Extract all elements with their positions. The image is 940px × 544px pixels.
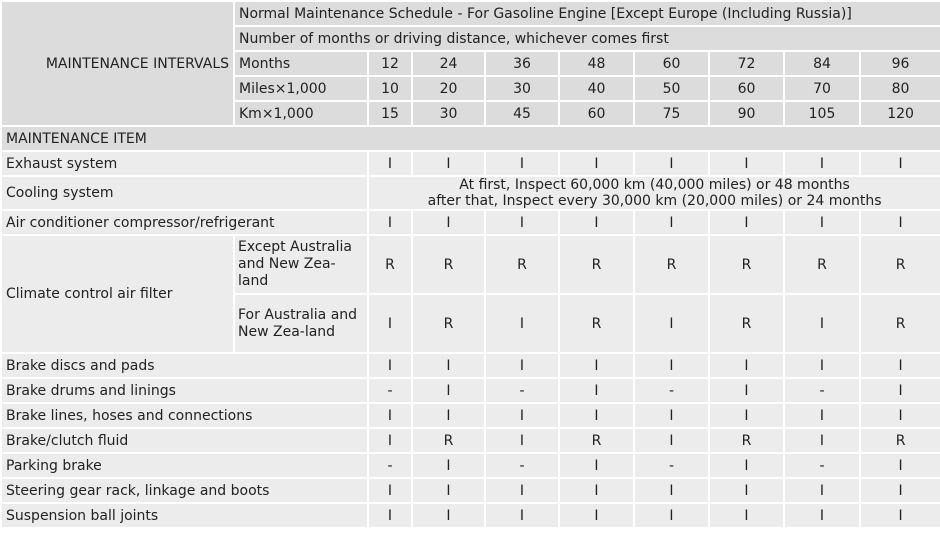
item-cell: I (784, 151, 860, 176)
item-label: Cooling system (1, 176, 368, 210)
item-cell: R (412, 235, 485, 294)
item-label: Brake lines, hoses and connections (1, 403, 368, 428)
item-cell: - (634, 453, 709, 478)
item-cell: R (860, 428, 940, 453)
table-row (1, 176, 940, 210)
item-cell: I (559, 210, 634, 235)
item-cell: - (485, 378, 559, 403)
maintenance-item-heading: MAINTENANCE ITEM (1, 126, 940, 151)
item-cell: R (709, 235, 784, 294)
interval-value: 40 (559, 76, 634, 101)
interval-value: 60 (559, 101, 634, 126)
item-label: Steering gear rack, linkage and boots (1, 478, 368, 503)
item-cell: I (784, 294, 860, 353)
item-cell: I (412, 353, 485, 378)
months-label: Months (234, 51, 368, 76)
item-cell: I (559, 478, 634, 503)
item-cell: I (634, 151, 709, 176)
table-row (1, 151, 940, 176)
item-cell: R (784, 235, 860, 294)
interval-value: 48 (559, 51, 634, 76)
item-cell: I (860, 378, 940, 403)
interval-value: 15 (368, 101, 412, 126)
interval-value: 50 (634, 76, 709, 101)
interval-value: 90 (709, 101, 784, 126)
item-cell: I (559, 378, 634, 403)
table-row (1, 378, 940, 403)
table-row (1, 478, 940, 503)
item-cell: I (784, 403, 860, 428)
item-cell: R (709, 294, 784, 353)
item-cell: I (368, 403, 412, 428)
item-cell: I (485, 151, 559, 176)
item-label: Brake drums and linings (1, 378, 368, 403)
cooling-note-line-1: At first, Inspect 60,000 km (40,000 miles) or 48 months (459, 177, 850, 193)
interval-value: 84 (784, 51, 860, 76)
item-cell: I (860, 478, 940, 503)
item-label: Brake discs and pads (1, 353, 368, 378)
item-cell: - (784, 378, 860, 403)
table-row (1, 428, 940, 453)
table-row (1, 503, 940, 528)
interval-value: 36 (485, 51, 559, 76)
interval-value: 45 (485, 101, 559, 126)
item-cell: I (412, 403, 485, 428)
item-label: Air conditioner compressor/refrigerant (1, 210, 368, 235)
interval-value: 30 (412, 101, 485, 126)
interval-value: 30 (485, 76, 559, 101)
sub-item-label: Except Australia and New Zea-land (234, 235, 368, 294)
title-row (1, 1, 940, 26)
item-cell: I (709, 378, 784, 403)
item-cell: I (412, 503, 485, 528)
maintenance-intervals-label: MAINTENANCE INTERVALS (1, 1, 234, 126)
item-cell: R (412, 428, 485, 453)
miles-label: Miles×1,000 (234, 76, 368, 101)
table-row (1, 235, 940, 294)
table-row (1, 353, 940, 378)
item-label: Suspension ball joints (1, 503, 368, 528)
sub-item-label: For Australia and New Zea-land (234, 294, 368, 353)
interval-value: 60 (709, 76, 784, 101)
interval-value: 70 (784, 76, 860, 101)
item-label: Brake/clutch fluid (1, 428, 368, 453)
interval-value: 10 (368, 76, 412, 101)
item-cell: I (634, 478, 709, 503)
item-cell: I (485, 353, 559, 378)
item-cell: R (559, 235, 634, 294)
item-cell: I (784, 478, 860, 503)
item-cell: I (784, 428, 860, 453)
item-cell: R (860, 235, 940, 294)
table-row (1, 403, 940, 428)
item-label: Parking brake (1, 453, 368, 478)
item-cell: I (559, 403, 634, 428)
item-cell: I (709, 353, 784, 378)
interval-value: 80 (860, 76, 940, 101)
schedule-subtitle: Number of months or driving distance, whichever comes first (234, 26, 940, 51)
item-cell: - (368, 453, 412, 478)
item-cell: R (559, 294, 634, 353)
item-cell: I (559, 503, 634, 528)
item-cell: I (368, 428, 412, 453)
item-cell: I (412, 453, 485, 478)
item-cell: I (634, 503, 709, 528)
item-cell: I (860, 453, 940, 478)
item-cell: I (860, 210, 940, 235)
table-row (1, 210, 940, 235)
item-cell: I (559, 453, 634, 478)
schedule-title: Normal Maintenance Schedule - For Gasoline Engine [Except Europe (Including Russia)] (234, 1, 940, 26)
item-cell: I (412, 210, 485, 235)
interval-value: 12 (368, 51, 412, 76)
item-cell: R (559, 428, 634, 453)
item-cell: I (634, 353, 709, 378)
item-cell: I (485, 403, 559, 428)
item-cell: R (709, 428, 784, 453)
item-cell: I (412, 478, 485, 503)
item-cell: I (784, 503, 860, 528)
item-cell: R (485, 235, 559, 294)
cooling-note-line-2: after that, Inspect every 30,000 km (20,000 miles) or 24 months (427, 193, 882, 209)
item-cell: I (368, 478, 412, 503)
item-cell: I (860, 403, 940, 428)
item-cell: I (485, 210, 559, 235)
item-cell: R (860, 294, 940, 353)
item-cell: - (368, 378, 412, 403)
item-cell: I (709, 151, 784, 176)
item-cell: I (709, 503, 784, 528)
cooling-note (368, 176, 940, 210)
item-cell: I (860, 151, 940, 176)
item-cell: I (709, 453, 784, 478)
item-cell: I (485, 294, 559, 353)
item-cell: I (634, 294, 709, 353)
item-cell: I (485, 478, 559, 503)
item-cell: I (634, 428, 709, 453)
item-cell: I (709, 478, 784, 503)
item-cell: I (412, 378, 485, 403)
item-cell: R (634, 235, 709, 294)
item-cell: I (559, 353, 634, 378)
item-cell: - (784, 453, 860, 478)
item-cell: I (634, 403, 709, 428)
item-cell: I (709, 210, 784, 235)
item-cell: I (368, 151, 412, 176)
item-cell: R (368, 235, 412, 294)
item-cell: I (860, 503, 940, 528)
interval-value: 75 (634, 101, 709, 126)
item-label: Climate control air filter (1, 235, 234, 353)
interval-value: 20 (412, 76, 485, 101)
item-cell: - (634, 378, 709, 403)
item-cell: I (784, 353, 860, 378)
interval-value: 120 (860, 101, 940, 126)
km-label: Km×1,000 (234, 101, 368, 126)
maintenance-item-header-row (1, 126, 940, 151)
item-cell: I (559, 151, 634, 176)
item-cell: I (485, 503, 559, 528)
item-label: Exhaust system (1, 151, 368, 176)
item-cell: I (784, 210, 860, 235)
interval-value: 24 (412, 51, 485, 76)
item-cell: I (412, 151, 485, 176)
item-cell: I (368, 294, 412, 353)
item-cell: R (412, 294, 485, 353)
item-cell: I (709, 403, 784, 428)
item-cell: - (485, 453, 559, 478)
item-cell: I (368, 353, 412, 378)
item-cell: I (368, 503, 412, 528)
interval-value: 105 (784, 101, 860, 126)
interval-value: 72 (709, 51, 784, 76)
item-cell: I (860, 353, 940, 378)
interval-value: 96 (860, 51, 940, 76)
interval-value: 60 (634, 51, 709, 76)
item-cell: I (485, 428, 559, 453)
item-cell: I (634, 210, 709, 235)
table-row (1, 453, 940, 478)
item-cell: I (368, 210, 412, 235)
